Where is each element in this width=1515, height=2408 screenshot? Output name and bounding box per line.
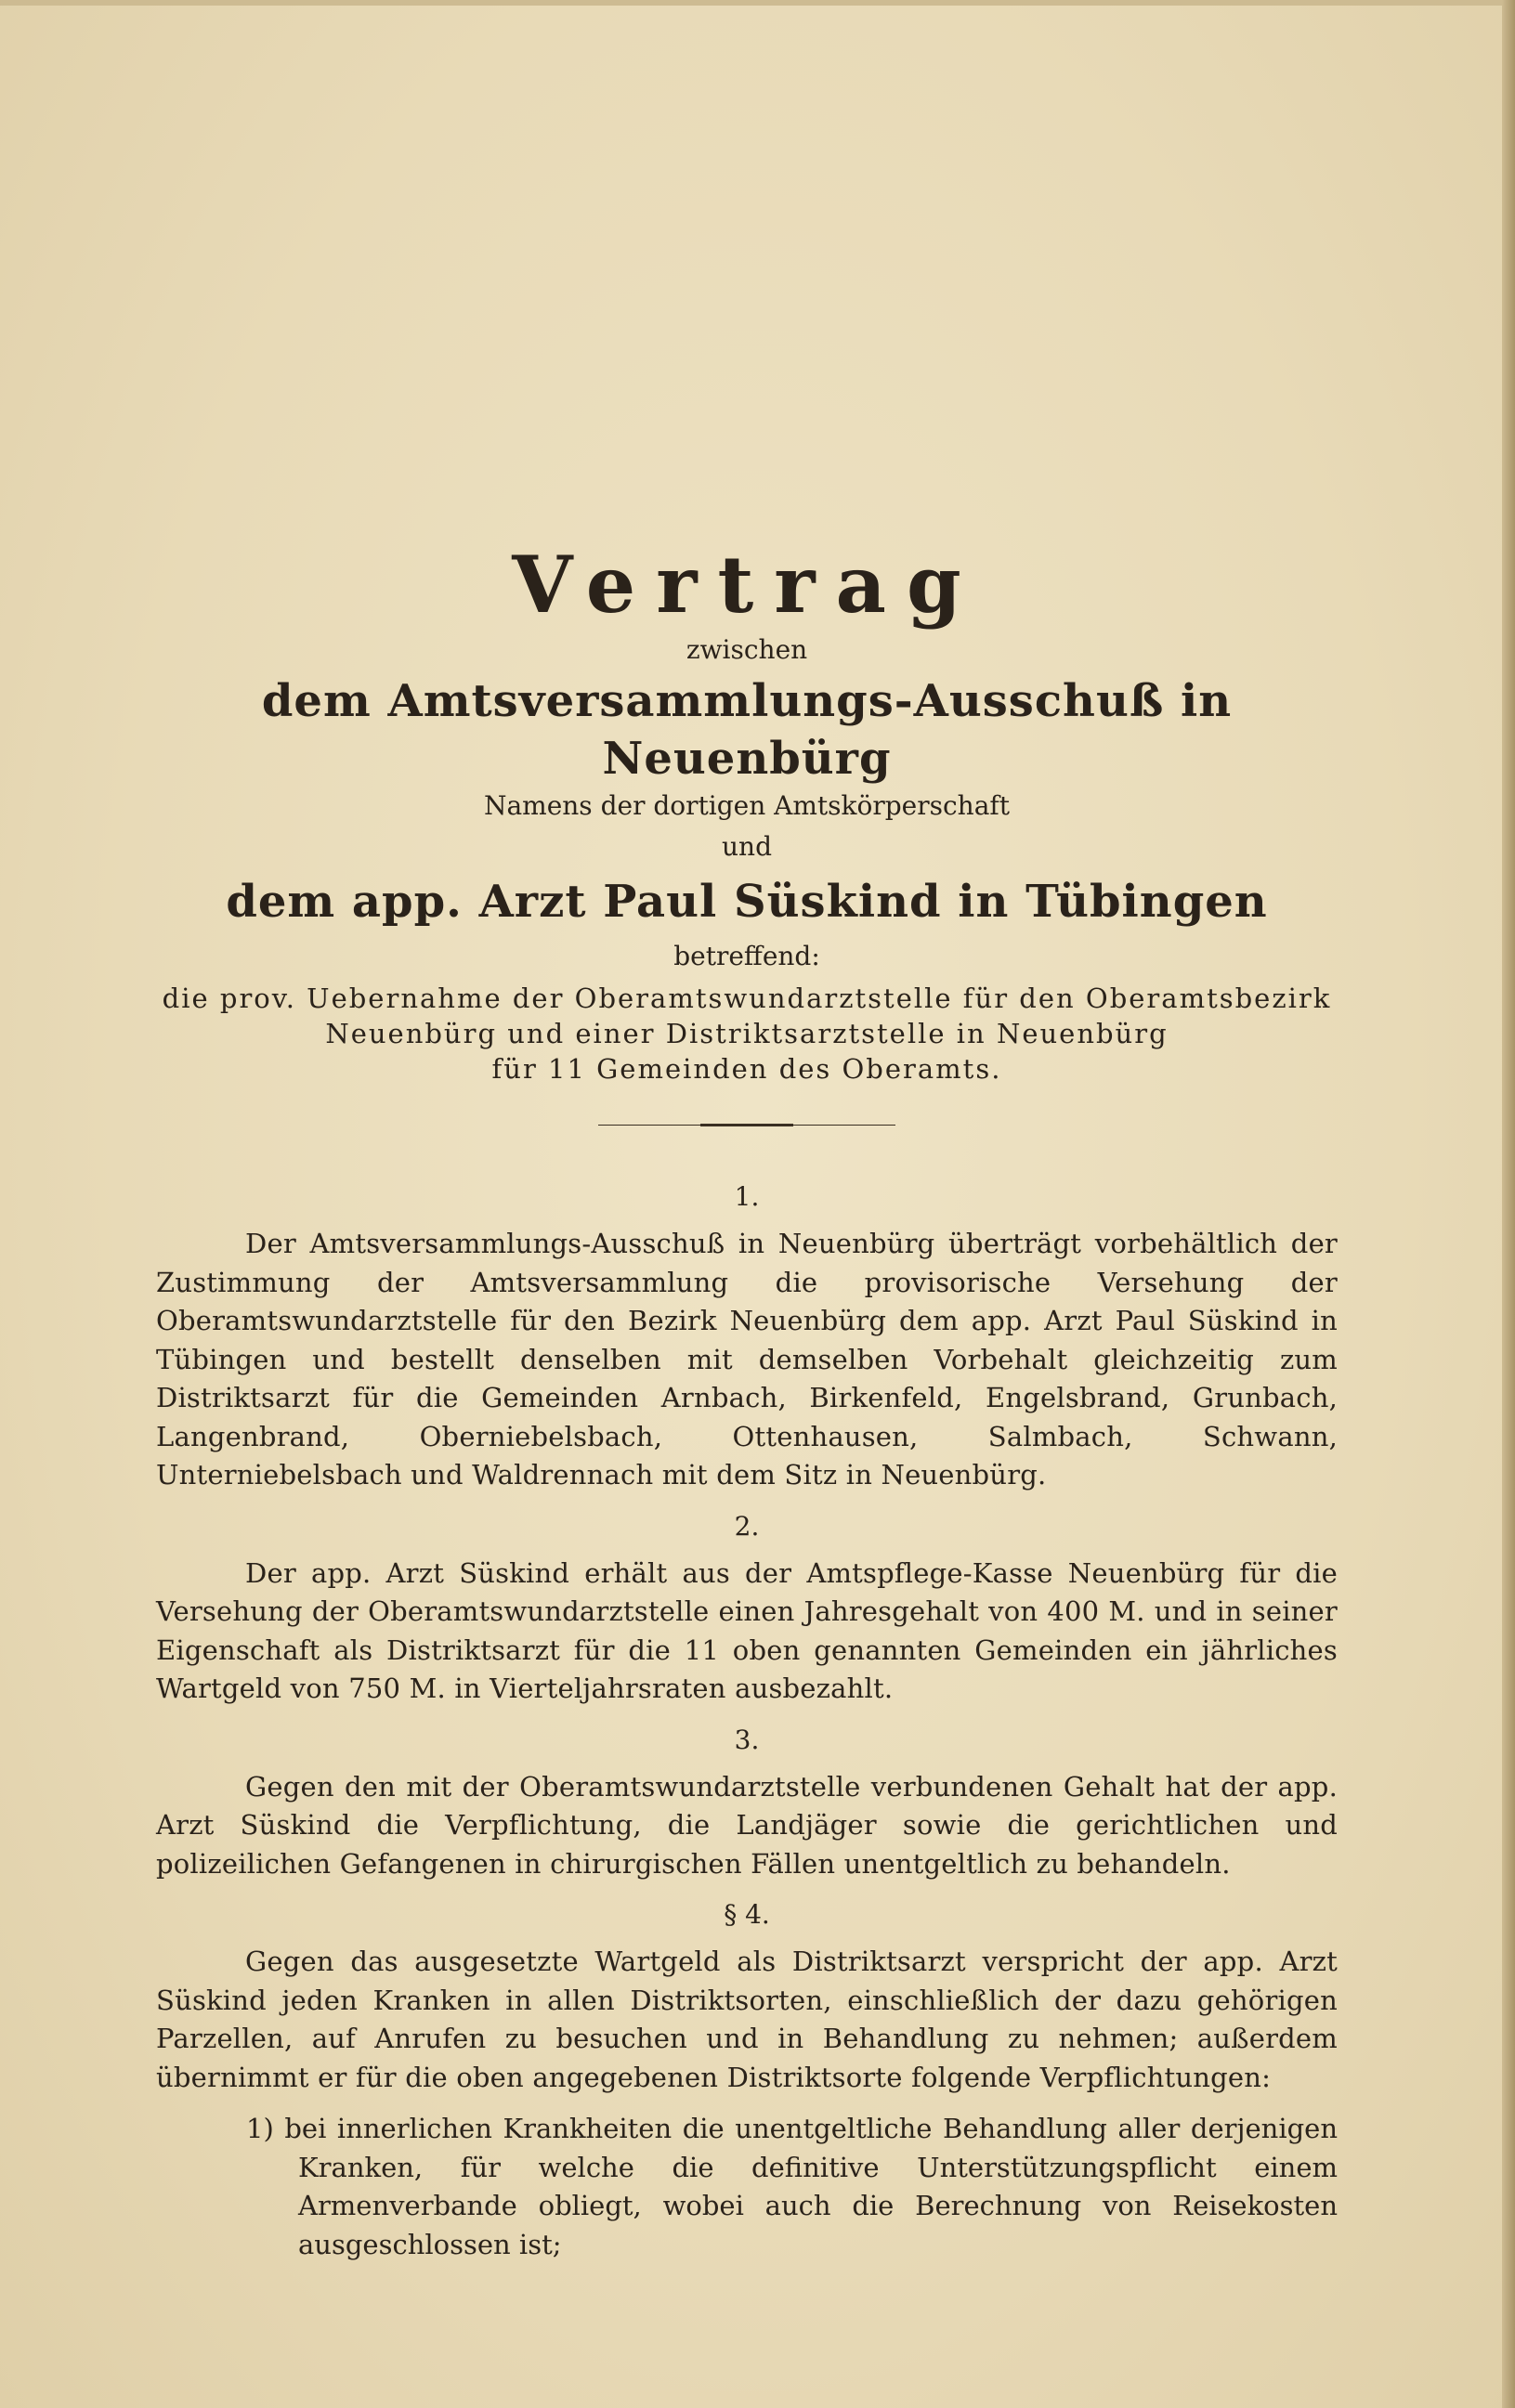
section-text: Der app. Arzt Süskind erhält aus der Amtspflege-Kasse Neuenbürg für die Versehung der Oberamtswundarztstelle einen Jahresgehalt von 400 M. und in seiner Eigenschaft als Distriktsarzt für die 11 oben genannten Gemeinden ein jährliches Wartgeld von 750 M. in Vierteljahrsraten ausbezahlt.: [156, 1556, 1338, 1704]
section-text: Gegen das ausgesetzte Wartgeld als Distriktsarzt verspricht der app. Arzt Süskind jeden Kranken in allen Distriktsorten, einschließlich der dazu gehörigen Parzellen, auf Anrufen zu besuchen und in Behandlung zu nehmen; außerdem übernimmt er für die oben angegebenen Distriktsorte folgende Verpflichtungen:: [156, 1946, 1338, 2093]
subject-line-1: die prov. Uebernahme der Oberamtswundarztstelle für den Oberamtsbezirk: [162, 983, 1332, 1014]
between-label: zwischen: [686, 634, 808, 665]
subject-line-2: Neuenbürg und einer Distriktsarztstelle in Neuenbürg: [325, 1018, 1169, 1049]
ornamental-divider: [598, 1124, 895, 1126]
party-one: dem Amtsversammlungs-Ausschuß in Neuenbürg: [261, 675, 1233, 785]
list-item: 1) bei innerlichen Krankheiten die unentgeltliche Behandlung aller derjenigen Kranken, für welche die definitive Unterstützungspflicht einem Armenverbande obliegt, wobei auch die Berechnung von Reisekosten ausgeschlossen ist;: [246, 2113, 1338, 2260]
document-title: Vertrag: [512, 539, 982, 631]
section-text: Gegen den mit der Oberamtswundarztstelle verbundenen Gehalt hat der app. Arzt Süskind die Verpflichtung, die Landjäger sowie die gerichtlichen und polizeilichen Gefangenen in chirurgischen Fällen unentgeltlich zu behandeln.: [156, 1770, 1338, 1880]
section-text: Der Amtsversammlungs-Ausschuß in Neuenbürg überträgt vorbehältlich der Zustimmung der Amtsversammlung die provisorische Versehung der Oberamtswundarztstelle für den Bezirk Neuenbürg dem app. Arzt Paul Süskind in Tübingen und bestellt denselben mit demselben Vorbehalt gleichzeitig zum Distriktsarzt für die Gemeinden Arnbach, Birkenfeld, Engelsbrand, Grunbach, Langenbrand, Oberniebelsbach, Ottenhausen, Salmbach, Schwann, Unterniebelsbach und Waldrennach mit dem Sitz in Neuenbürg.: [156, 1228, 1338, 1490]
page-top-edge: [0, 0, 1515, 6]
subject-line-3: für 11 Gemeinden des Oberamts.: [491, 1053, 1002, 1085]
page-right-edge: [1502, 0, 1515, 2408]
concerning-label: betreffend:: [673, 941, 820, 971]
and-label: und: [722, 831, 772, 862]
section-number: 3.: [734, 1724, 760, 1755]
section-number: § 4.: [724, 1899, 770, 1930]
document-body: [156, 520, 1338, 2264]
party-two: dem app. Arzt Paul Süskind in Tübingen: [226, 876, 1268, 928]
divider-center-bar: [700, 1124, 793, 1126]
party-one-note: Namens der dortigen Amtskörperschaft: [483, 790, 1011, 821]
section-number: 1.: [734, 1181, 760, 1212]
section-number: 2.: [734, 1510, 760, 1542]
